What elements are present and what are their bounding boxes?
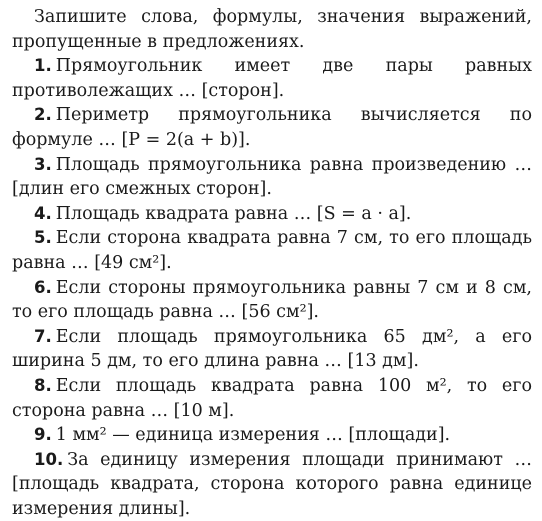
item-number: 7. (34, 326, 52, 346)
item-text: Если стороны прямоугольника равны 7 см и 8 см, то его площадь равна … [56 см²]. (12, 277, 532, 323)
list-item (12, 276, 532, 325)
item-number: 8. (34, 375, 52, 395)
list-item (12, 103, 532, 152)
list-item (12, 226, 532, 275)
item-number: 1. (34, 56, 52, 76)
item-text: Если сторона квадрата равна 7 см, то его площадь равна … [49 см²]. (12, 228, 532, 273)
item-number: 10. (34, 449, 64, 469)
item-text: Если площадь квадрата равна 100 м², то его сторона равна … [10 м]. (12, 375, 532, 421)
list-item (12, 423, 532, 448)
item-number: 9. (34, 425, 52, 445)
item-number: 3. (34, 154, 52, 174)
list-item (12, 448, 532, 521)
list-item (12, 202, 532, 227)
list-item (12, 325, 532, 374)
item-text: Площадь прямоугольника равна произведению … [длин его смежных сторон]. (12, 154, 532, 200)
list-item (12, 54, 532, 103)
item-text: Площадь квадрата равна … [S = a · a]. (55, 203, 412, 224)
item-number: 6. (34, 277, 52, 297)
item-text: Прямоугольник имеет две пары равных противолежащих … [сторон]. (12, 56, 532, 101)
item-text: За единицу измерения площади принимают … [площадь квадрата, сторона которого равна единице измерения длины]. (12, 449, 532, 519)
item-text: 1 мм² — единица измерения … [площади]. (55, 425, 451, 446)
item-text: Если площадь прямоугольника 65 дм², а его ширина 5 дм, то его длина равна … [13 дм]. (12, 326, 532, 372)
item-text: Периметр прямоугольника вычисляется по формуле … [P = 2(a + b)]. (12, 105, 532, 150)
item-number: 2. (34, 105, 52, 125)
item-number: 4. (34, 203, 52, 223)
item-number: 5. (34, 228, 52, 248)
list-item (12, 374, 532, 423)
instruction-text: Запишите слова, формулы, значения выражений, пропущенные в предложениях. (12, 7, 532, 52)
list-item (12, 153, 532, 202)
